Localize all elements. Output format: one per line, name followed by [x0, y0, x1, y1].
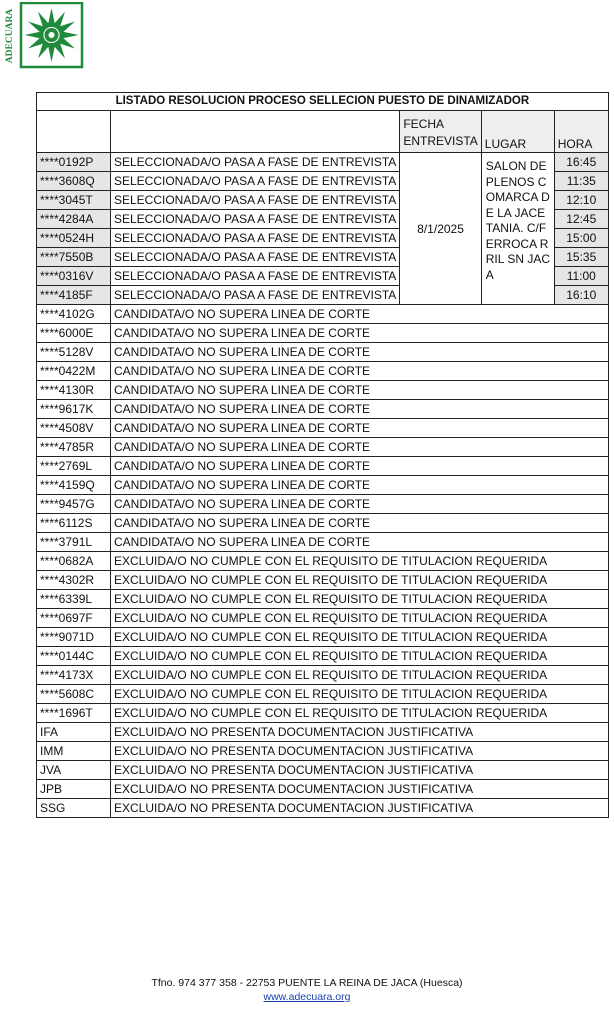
candidate-status: CANDIDATA/O NO SUPERA LINEA DE CORTE — [111, 343, 609, 362]
table-row — [37, 704, 609, 723]
candidate-status: EXCLUIDA/O NO CUMPLE CON EL REQUISITO DE TITULACION REQUERIDA — [111, 704, 609, 723]
candidate-id: ****0192P — [37, 153, 111, 172]
candidate-status: CANDIDATA/O NO SUPERA LINEA DE CORTE — [111, 419, 609, 438]
interview-time: 12:10 — [554, 191, 608, 210]
table-row — [37, 495, 609, 514]
table-row — [37, 571, 609, 590]
resolution-table — [36, 92, 609, 818]
table-row — [37, 362, 609, 381]
interview-time: 15:35 — [554, 248, 608, 267]
candidate-status: EXCLUIDA/O NO CUMPLE CON EL REQUISITO DE TITULACION REQUERIDA — [111, 685, 609, 704]
candidate-status: SELECCIONADA/O PASA A FASE DE ENTREVISTA — [111, 172, 400, 191]
candidate-id: ****4284A — [37, 210, 111, 229]
candidate-id: ****7550B — [37, 248, 111, 267]
interview-time: 11:00 — [554, 267, 608, 286]
interview-time: 15:00 — [554, 229, 608, 248]
candidate-id: JVA — [37, 761, 111, 780]
candidate-id: ****0316V — [37, 267, 111, 286]
table-row — [37, 647, 609, 666]
table-header-row — [37, 111, 609, 153]
candidate-id: ****2769L — [37, 457, 111, 476]
table-title: LISTADO RESOLUCION PROCESO SELLECION PUESTO DE DINAMIZADOR — [37, 93, 609, 111]
candidate-id: ****4173X — [37, 666, 111, 685]
candidate-status: CANDIDATA/O NO SUPERA LINEA DE CORTE — [111, 514, 609, 533]
candidate-status: SELECCIONADA/O PASA A FASE DE ENTREVISTA — [111, 191, 400, 210]
candidate-status: SELECCIONADA/O PASA A FASE DE ENTREVISTA — [111, 153, 400, 172]
interview-time: 16:10 — [554, 286, 608, 305]
candidate-status: EXCLUIDA/O NO PRESENTA DOCUMENTACION JUSTIFICATIVA — [111, 742, 609, 761]
candidate-id: IMM — [37, 742, 111, 761]
candidate-id: ****3045T — [37, 191, 111, 210]
footer-website-line — [0, 991, 614, 1003]
table-row — [37, 476, 609, 495]
table-row — [37, 153, 609, 172]
candidate-status: EXCLUIDA/O NO CUMPLE CON EL REQUISITO DE TITULACION REQUERIDA — [111, 552, 609, 571]
interview-time: 12:45 — [554, 210, 608, 229]
candidate-id: ****4302R — [37, 571, 111, 590]
table-row — [37, 628, 609, 647]
interview-place: SALON DE PLENOS COMARCA DE LA JACETANIA. C/FERROCA RRIL SN JACA — [481, 153, 554, 305]
header-hora: HORA — [554, 111, 608, 153]
header-status-cell — [111, 111, 400, 153]
candidate-status: CANDIDATA/O NO SUPERA LINEA DE CORTE — [111, 476, 609, 495]
candidate-id: ****9457G — [37, 495, 111, 514]
table-row — [37, 685, 609, 704]
candidate-id: ****3791L — [37, 533, 111, 552]
footer-contact: Tfno. 974 377 358 - 22753 PUENTE LA REINA DE JACA (Huesca) — [151, 977, 463, 989]
table-row — [37, 400, 609, 419]
candidate-id: ****4102G — [37, 305, 111, 324]
candidate-id: ****4159Q — [37, 476, 111, 495]
candidate-status: SELECCIONADA/O PASA A FASE DE ENTREVISTA — [111, 267, 400, 286]
table-row — [37, 761, 609, 780]
header-lugar: LUGAR — [481, 111, 554, 153]
candidate-id: ****6112S — [37, 514, 111, 533]
table-row — [37, 324, 609, 343]
logo-emblem-icon — [4, 2, 84, 70]
table-row — [37, 780, 609, 799]
candidate-status: EXCLUIDA/O NO CUMPLE CON EL REQUISITO DE TITULACION REQUERIDA — [111, 666, 609, 685]
table-title-row — [37, 93, 609, 111]
table-row — [37, 381, 609, 400]
table-row — [37, 457, 609, 476]
table-row — [37, 419, 609, 438]
footer-website-link[interactable]: www.adecuara.org — [263, 991, 351, 1003]
candidate-status: CANDIDATA/O NO SUPERA LINEA DE CORTE — [111, 400, 609, 419]
candidate-status: EXCLUIDA/O NO CUMPLE CON EL REQUISITO DE TITULACION REQUERIDA — [111, 590, 609, 609]
candidate-status: CANDIDATA/O NO SUPERA LINEA DE CORTE — [111, 381, 609, 400]
interview-time: 11:35 — [554, 172, 608, 191]
table-row — [37, 799, 609, 818]
candidate-id: ****9071D — [37, 628, 111, 647]
table-row — [37, 343, 609, 362]
candidate-status: EXCLUIDA/O NO PRESENTA DOCUMENTACION JUSTIFICATIVA — [111, 780, 609, 799]
adecuara-logo — [4, 2, 84, 70]
table-row — [37, 533, 609, 552]
table-row — [37, 514, 609, 533]
table-row — [37, 609, 609, 628]
interview-time: 16:45 — [554, 153, 608, 172]
candidate-id: ****0524H — [37, 229, 111, 248]
candidate-id: ****0144C — [37, 647, 111, 666]
candidate-id: ****0682A — [37, 552, 111, 571]
candidate-status: CANDIDATA/O NO SUPERA LINEA DE CORTE — [111, 438, 609, 457]
candidate-id: SSG — [37, 799, 111, 818]
candidate-id: ****9617K — [37, 400, 111, 419]
table-row — [37, 723, 609, 742]
candidate-status: CANDIDATA/O NO SUPERA LINEA DE CORTE — [111, 324, 609, 343]
interview-date: 8/1/2025 — [400, 153, 481, 305]
candidate-id: ****0697F — [37, 609, 111, 628]
candidate-id: ****3608Q — [37, 172, 111, 191]
candidate-status: CANDIDATA/O NO SUPERA LINEA DE CORTE — [111, 362, 609, 381]
candidate-id: ****6339L — [37, 590, 111, 609]
candidate-status: SELECCIONADA/O PASA A FASE DE ENTREVISTA — [111, 229, 400, 248]
candidate-id: ****0422M — [37, 362, 111, 381]
logo-text: ADECUARA — [5, 8, 15, 64]
candidate-id: ****5608C — [37, 685, 111, 704]
table-row — [37, 590, 609, 609]
table-row — [37, 438, 609, 457]
candidate-id: ****4508V — [37, 419, 111, 438]
candidate-id: ****4185F — [37, 286, 111, 305]
candidate-id: ****1696T — [37, 704, 111, 723]
table-row — [37, 666, 609, 685]
candidate-status: CANDIDATA/O NO SUPERA LINEA DE CORTE — [111, 305, 609, 324]
candidate-status: EXCLUIDA/O NO PRESENTA DOCUMENTACION JUSTIFICATIVA — [111, 799, 609, 818]
header-fecha: FECHA ENTREVISTA — [400, 111, 481, 153]
candidate-status: CANDIDATA/O NO SUPERA LINEA DE CORTE — [111, 533, 609, 552]
table-row — [37, 552, 609, 571]
candidate-status: EXCLUIDA/O NO PRESENTA DOCUMENTACION JUSTIFICATIVA — [111, 761, 609, 780]
candidate-id: JPB — [37, 780, 111, 799]
candidate-status: SELECCIONADA/O PASA A FASE DE ENTREVISTA — [111, 210, 400, 229]
candidate-id: ****6000E — [37, 324, 111, 343]
candidate-status: SELECCIONADA/O PASA A FASE DE ENTREVISTA — [111, 286, 400, 305]
candidate-status: CANDIDATA/O NO SUPERA LINEA DE CORTE — [111, 495, 609, 514]
candidate-id: ****5128V — [37, 343, 111, 362]
candidate-status: EXCLUIDA/O NO CUMPLE CON EL REQUISITO DE TITULACION REQUERIDA — [111, 609, 609, 628]
candidate-status: EXCLUIDA/O NO CUMPLE CON EL REQUISITO DE TITULACION REQUERIDA — [111, 647, 609, 666]
candidate-status: SELECCIONADA/O PASA A FASE DE ENTREVISTA — [111, 248, 400, 267]
candidate-status: EXCLUIDA/O NO CUMPLE CON EL REQUISITO DE TITULACION REQUERIDA — [111, 571, 609, 590]
candidate-status: EXCLUIDA/O NO CUMPLE CON EL REQUISITO DE TITULACION REQUERIDA — [111, 628, 609, 647]
candidate-id: ****4130R — [37, 381, 111, 400]
candidate-id: ****4785R — [37, 438, 111, 457]
candidate-id: IFA — [37, 723, 111, 742]
candidate-status: CANDIDATA/O NO SUPERA LINEA DE CORTE — [111, 457, 609, 476]
candidate-status: EXCLUIDA/O NO PRESENTA DOCUMENTACION JUSTIFICATIVA — [111, 723, 609, 742]
table-row — [37, 742, 609, 761]
header-id-cell — [37, 111, 111, 153]
table-row — [37, 305, 609, 324]
